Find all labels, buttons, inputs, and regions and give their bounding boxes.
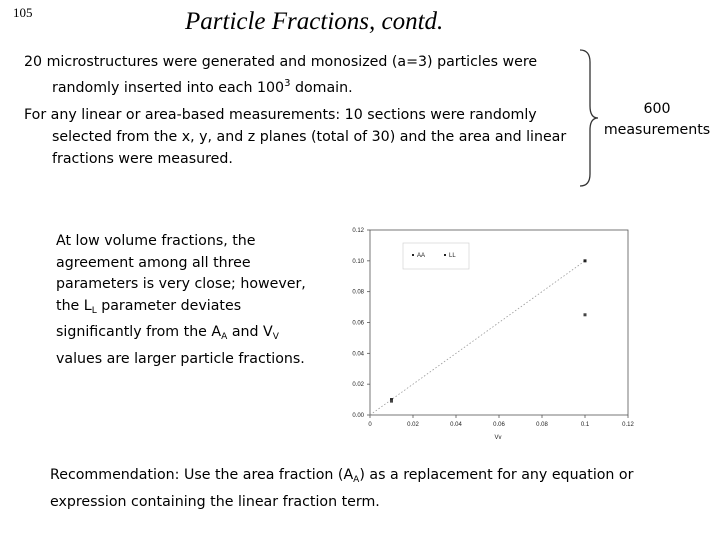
paragraph-line: For any linear or area-based measurements: 10 sections were randomly	[24, 107, 537, 123]
paragraph-line: fractions were measured.	[52, 151, 233, 167]
observation-text: At low volume fractions, the agreement among all three parameters is very close; however, the $L_L$ parameter deviates significantly from the $A_A$ and $V_V$ values are larger particle fractions.	[56, 233, 306, 367]
data-point-AA	[584, 259, 587, 262]
legend-marker	[412, 254, 414, 256]
identity-line	[370, 261, 585, 415]
x-axis-label: Vv	[494, 435, 502, 441]
x-tick-label: 0.08	[536, 422, 548, 428]
chart-points	[390, 259, 587, 402]
legend-marker	[444, 254, 446, 256]
paragraph-line: randomly inserted into each $100^3$ domain.	[52, 78, 353, 96]
slide-number: 105	[13, 5, 33, 20]
paragraph-line: selected from the x, y, and z planes (total of 30) and the area and linear	[52, 129, 567, 145]
x-tick-label: 0	[368, 422, 372, 428]
measurements-note	[597, 99, 717, 141]
y-tick-label: 0.04	[352, 351, 364, 358]
recommendation-text: Recommendation: Use the area fraction $(A_A)$ as a replacement for any equation or expression containing the linear fraction term.	[50, 467, 634, 510]
y-tick-label: 0.06	[352, 320, 364, 327]
measurements-count: 600	[643, 101, 671, 117]
paragraph-line: 20 microstructures were generated and monosized (a=3) particles were	[24, 54, 538, 70]
slide-title: Particle Fractions, contd.	[185, 8, 444, 35]
y-tick-label: 0.10	[352, 258, 364, 265]
legend-label: AA	[417, 253, 426, 259]
data-point-LL	[390, 400, 393, 403]
measurements-label: measurements	[603, 122, 711, 138]
y-tick-label: 0.00	[352, 413, 364, 419]
x-tick-label: 0.12	[622, 422, 634, 428]
legend-label: LL	[449, 253, 456, 259]
reference-line	[370, 261, 585, 415]
y-tick-label: 0.12	[352, 228, 364, 234]
x-tick-label: 0.1	[580, 422, 590, 428]
paragraph-microstructures	[24, 51, 584, 99]
chart-legend	[403, 243, 469, 269]
paragraph-measurements	[24, 104, 589, 170]
chart-axes	[352, 228, 634, 441]
x-tick-label: 0.04	[450, 422, 462, 428]
y-tick-label: 0.02	[352, 382, 364, 389]
y-tick-label: 0.08	[352, 289, 364, 296]
fraction-scatter-chart	[333, 222, 643, 447]
data-point-LL	[584, 313, 587, 316]
x-tick-label: 0.02	[407, 422, 419, 428]
x-tick-label: 0.06	[493, 422, 505, 428]
